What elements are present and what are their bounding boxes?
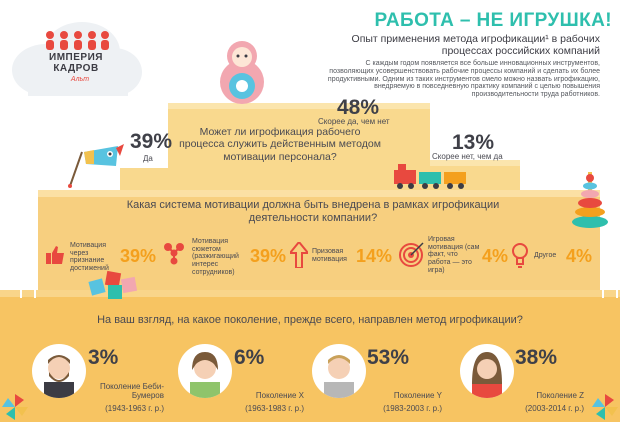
q1-pct-yes: 39%	[130, 130, 173, 153]
q3-label-gen-z: Поколение Z	[536, 391, 584, 400]
target-icon	[398, 242, 424, 268]
q3-years-gen-z: (2003-2014 г. р.)	[525, 404, 584, 413]
page-subtitle: Опыт применения метода игрофикации¹ в рабочих процессах российских компаний	[351, 33, 600, 58]
q1-label-rather-no: Скорее нет, чем да	[432, 152, 503, 161]
ladder-right-icon	[600, 232, 620, 298]
matryoshka-doll-icon	[218, 40, 266, 104]
q3-pct-gen-z: 38%	[515, 346, 558, 369]
logo-people-icon	[42, 30, 112, 50]
pinwheel-right-icon	[590, 392, 620, 422]
q2-label-game: Игровая мотивация (сам факт, что работа — это игра)	[428, 236, 480, 274]
avatar-gen-x	[178, 344, 232, 398]
q3-question: На ваш взгляд, на какое поколение, прежде всего, направлен метод игрофикации?	[97, 314, 523, 326]
koi-kite-icon	[60, 142, 126, 188]
q2-pct-recognition: 39%	[120, 246, 157, 266]
pyramid-top-edge	[168, 103, 430, 109]
q1-pct-rather-no: 13%	[452, 131, 495, 154]
ladder-left-icon	[18, 218, 38, 298]
toy-train-icon	[392, 164, 472, 190]
q2-label-other: Другое	[534, 252, 557, 259]
page-title: РАБОТА – НЕ ИГРУШКА!	[374, 10, 612, 31]
q2-pct-prize: 14%	[356, 246, 393, 266]
q3-label-boomers: Поколение Беби-Бумеров	[99, 382, 164, 400]
q2-label-plot: Мотивация сюжетом (разжигающий интерес сотрудников)	[192, 238, 239, 276]
q3-years-boomers: (1943-1963 г. р.)	[105, 404, 164, 413]
network-icon	[162, 241, 186, 265]
logo-sub: Альт	[70, 76, 90, 83]
lightbulb-icon	[512, 242, 528, 268]
q2-label-recognition: Мотивация через признание достижений	[70, 242, 109, 273]
page-intro: С каждым годом появляется все больше инновационных инструментов, позволяющих усовершенствовать рабочие процессы компаний и сделать их более продуктивными. Одним из таких инструментов смело можно назвать игрофикацию, внедряемую в повседневную практику компаний с целью повышения производительности труда работников.	[327, 60, 600, 99]
avatar-baby-boomer	[32, 344, 86, 398]
pyramid-mid-edge	[38, 190, 600, 197]
q1-question: Может ли игрофикация рабочего процесса служить действенным методом мотивации персонала?	[179, 126, 381, 163]
pinwheel-left-icon	[0, 392, 30, 422]
q3-years-gen-x: (1963-1983 г. р.)	[245, 404, 304, 413]
avatar-gen-z	[460, 344, 514, 398]
q2-pct-plot: 39%	[250, 246, 287, 266]
q3-pct-gen-y: 53%	[367, 346, 410, 369]
q3-pct-gen-x: 6%	[234, 346, 265, 369]
q2-question: Какая система мотивации должна быть внедрена в рамках игрофикации деятельности компании?	[126, 199, 500, 224]
q3-pct-boomers: 3%	[88, 346, 119, 369]
avatar-gen-y	[312, 344, 366, 398]
q3-label-gen-x: Поколение X	[255, 391, 304, 400]
q2-pct-other: 4%	[566, 246, 593, 266]
q3-label-gen-y: Поколение Y	[393, 391, 442, 400]
thumbs-up-icon	[44, 244, 66, 266]
ring-stacker-icon	[570, 172, 610, 230]
q2-pct-game: 4%	[482, 246, 509, 266]
q1-pct-rather-yes: 48%	[337, 96, 380, 119]
puzzle-icon	[88, 268, 140, 300]
q1-label-rather-yes: Скорее да, чем нет	[318, 117, 390, 126]
logo-line1: ИМПЕРИЯ	[49, 52, 103, 63]
q3-years-gen-y: (1983-2003 г. р.)	[383, 404, 442, 413]
q1-label-yes: Да	[143, 154, 153, 163]
arrow-up-icon	[290, 242, 308, 268]
q2-label-prize: Призовая мотивация	[312, 248, 347, 263]
logo-line2: КАДРОВ	[53, 63, 99, 74]
